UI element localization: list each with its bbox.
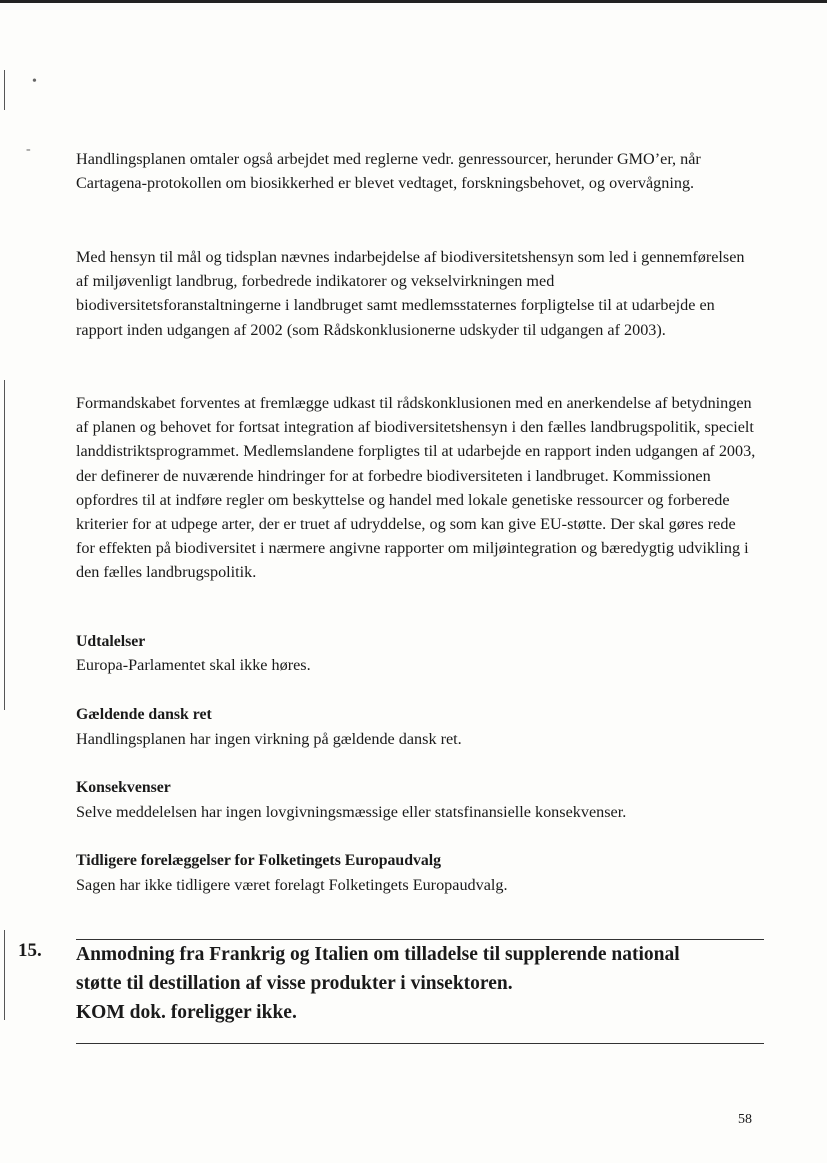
left-scan-edge xyxy=(4,930,5,1020)
paragraph-genressourcer: Handlingsplanen omtaler også arbejdet med reglerne vedr. genressourcer, herunder GMO’er, når Cartagena-protokollen om biosikkerhed er blevet vedtaget, forskningsbehovet, og overvågning. xyxy=(76,150,701,193)
text-gaeldende-dansk-ret: Handlingsplanen har ingen virkning på gældende dansk ret. xyxy=(76,730,462,748)
agenda-item-title-line: støtte til destillation af visse produkter i vinsektoren. xyxy=(76,973,513,994)
scan-speck: - xyxy=(26,142,31,157)
top-scan-border xyxy=(0,0,827,3)
page-number: 58 xyxy=(738,1112,752,1127)
text-udtalelser: Europa-Parlamentet skal ikke høres. xyxy=(76,656,311,674)
scan-speck: • xyxy=(32,74,37,89)
left-scan-edge xyxy=(4,70,5,110)
agenda-item-title-line: Anmodning fra Frankrig og Italien om tilladelse til supplerende national xyxy=(76,944,680,965)
heading-tidligere-forelaeggelser: Tidligere forelæggelser for Folketingets Europaudvalg xyxy=(76,852,442,869)
paragraph-formandskab: Formandskabet forventes at fremlægge udkast til rådskonklusionen med en anerkendelse af betydningen af planen og behovet for fortsat integration af biodiversitetshensyn i den fælles landbrugspolitik, specielt landdistriktsprogrammet. Medlemslandene forpligtes til at udarbejde en rapport inden udgangen af 2003, der definerer de nuværende hindringer for at forbedre biodiversiteten i landbruget. Kommissionen opfordres til at indføre regler om beskyttelse og handel med lokale genetiske ressourcer og forberede kriterier for at udpege arter, der er truet af udryddelse, og som kan give EU-støtte. Der skal gøres rede for effekten på biodiversitet i nærmere angivne rapporter om miljøintegration og bæredygtig udvikling i den fælles landbrugspolitik. xyxy=(76,394,756,582)
heading-konsekvenser: Konsekvenser xyxy=(76,779,171,796)
text-tidligere-forelaeggelser: Sagen har ikke tidligere været forelagt Folketingets Europaudvalg. xyxy=(76,876,508,894)
agenda-item-title-line: KOM dok. foreligger ikke. xyxy=(76,1002,297,1023)
heading-gaeldende-dansk-ret: Gældende dansk ret xyxy=(76,706,212,723)
agenda-item-title xyxy=(76,940,766,1027)
paragraph-maal-tidsplan: Med hensyn til mål og tidsplan nævnes indarbejdelse af biodiversitetshensyn som led i gennemførelsen af miljøvenligt landbrug, forbedrede indikatorer og vekselvirkningen med biodiversitetsforanstaltningerne i landbruget samt medlemsstaternes forpligtelse til at udarbejde en rapport inden udgangen af 2002 (som Rådskonklusionerne udskyder til udgangen af 2003). xyxy=(76,248,745,339)
agenda-item-number: 15. xyxy=(18,940,42,961)
left-scan-edge xyxy=(4,380,5,710)
heading-udtalelser: Udtalelser xyxy=(76,633,146,650)
text-konsekvenser: Selve meddelelsen har ingen lovgivningsmæssige eller statsfinansielle konsekvenser. xyxy=(76,803,627,821)
section-rule-bottom xyxy=(76,1043,764,1044)
